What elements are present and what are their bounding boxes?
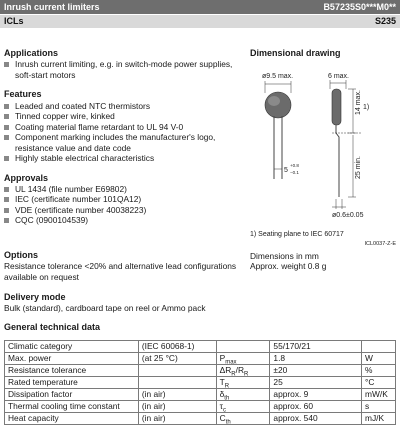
approvals-list [4,184,242,226]
label-diameter: ø9.5 max. [262,73,294,81]
label-pitch: 5 [284,167,288,175]
part-number: B57235S0***M0** [323,2,396,12]
label-note-ref: 1) [363,104,370,112]
table-row: Thermal cooling time constant (in air) $\tau_c$ approx. 60 s [5,401,396,413]
options-heading: Options [4,250,38,260]
list-item: UL 1434 (file number E69802) [4,184,242,195]
label-pitch-tol-plus: +0.8 [290,163,299,169]
table-row: Climatic category (IEC 60068-1) 55/170/21 [5,341,396,353]
table-row: Max. power (at 25 °C) $P_{max}$ 1.8 W [5,353,396,365]
table-row: Dissipation factor (in air) $\delta_{th}$ approx. 9 mW/K [5,389,396,401]
technical-data-table [4,340,396,425]
left-column [4,48,242,226]
weight-info: Approx. weight 0.8 g [250,261,327,272]
list-item: Coating material flame retardant to UL 94 V-0 [4,122,242,133]
table-row: Rated temperature $T_R$ 25 °C [5,377,396,389]
category-label: ICLs [4,16,24,26]
drawing-heading: Dimensional drawing [250,48,341,58]
general-heading: General technical data [4,322,101,332]
subtitle-bar [0,15,400,28]
title-bar [0,0,400,14]
drawing-code: ICL0037-Z-E [364,241,396,247]
options-text: Resistance tolerance <20% and alternative lead configurations available on request [4,261,237,282]
list-item: Component marking includes the manufacturer's logo, resistance value and date code [4,132,242,153]
seating-plane-note: 1) Seating plane to IEC 60717 [250,231,344,239]
delivery-heading: Delivery mode [4,292,66,302]
disc-highlight [268,96,280,106]
table-row: Resistance tolerance $\Delta R_R/R_R$ ±20 % [5,365,396,377]
list-item: Highly stable electrical characteristics [4,153,242,164]
delivery-text: Bulk (standard), cardboard tape on reel or Ammo pack [4,303,206,314]
delivery-section [4,292,396,314]
dimensional-drawing [250,59,396,229]
thermistor-drawing-svg [250,59,396,229]
features-heading: Features [4,89,42,100]
label-thickness: 6 max. [328,73,350,81]
approvals-heading: Approvals [4,172,49,183]
lead-side-kinked [336,125,339,197]
general-section [4,322,396,333]
list-item: Leaded and coated NTC thermistors [4,101,242,112]
table-row: Heat capacity (in air) $C_{th}$ approx. 540 mJ/K [5,413,396,425]
right-column [250,48,396,272]
applications-heading: Applications [4,48,59,58]
list-item: Tinned copper wire, kinked [4,111,242,122]
label-wire: ø0.6±0.05 [332,212,364,220]
list-item: VDE (certificate number 40038223) [4,205,242,216]
label-lead-length: 25 min. [355,156,362,180]
features-list [4,101,242,164]
series-label: S235 [374,16,396,26]
label-pitch-tol-minus: −0.1 [290,170,299,176]
dimensions-unit: Dimensions in mm [250,250,319,261]
document-title: Inrush current limiters [4,2,100,12]
list-item: Inrush current limiting, e.g. in switch-mode power supplies, soft-start motors [4,59,242,80]
label-height: 14 max. [355,90,362,116]
list-item: IEC (certificate number 101QA12) [4,194,242,205]
thermistor-disc-front [265,92,291,118]
applications-list [4,59,242,80]
list-item: CQC (0900104539) [4,215,242,226]
thermistor-disc-side [332,89,341,125]
